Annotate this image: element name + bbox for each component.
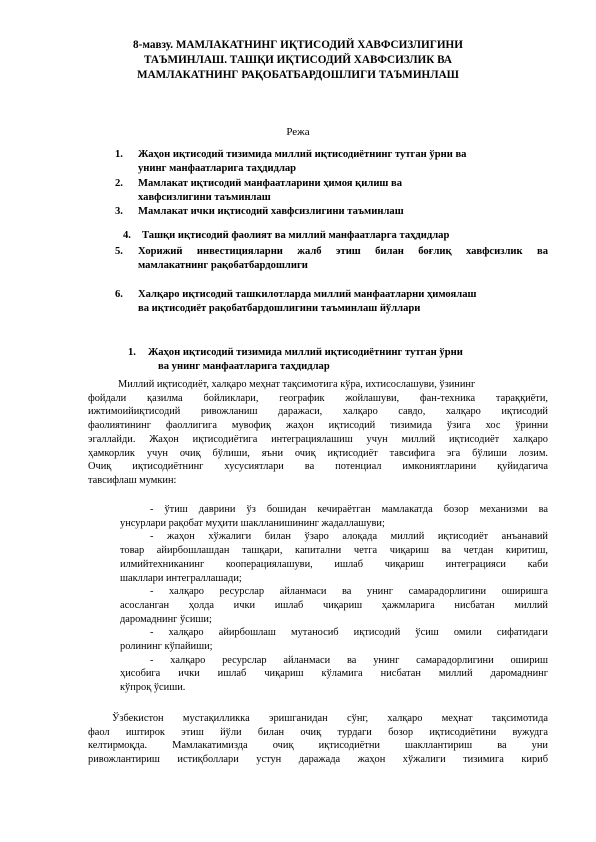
title-line: ТАЪМИНЛАШ. ТАШҚИ ИҚТИСОДИЙ ХАВФСИЗЛИК ВА	[144, 54, 452, 66]
bullet-line: - халқаро ресурслар айланмаси ва унинг самарадорлигини ошириш	[150, 654, 548, 666]
plan-item-text: Халқаро иқтисодий ташкилотларда миллий манфаатларни ҳимоялаш	[138, 289, 477, 300]
paragraph-line: эгаллайди. Жаҳон иқтисодиётига интеграциялашиш учун миллий иқтисодиёт халқаро	[88, 433, 548, 445]
bullet-line: - халқаро ресурслар айланмаси ва унинг самарадорлигини оширишга	[150, 586, 548, 598]
plan-item-text: унинг манфаатларига таҳдидлар	[138, 162, 297, 174]
plan-item-number: 1.	[115, 149, 123, 160]
document-title	[0, 38, 596, 83]
paragraph-line: ижтимоийиқтисодий ривожланиш даражаси, халқаро савдо, халқаро иқтисодий	[88, 406, 548, 418]
bullet-line: илмийтехниканинг кооперациялашуви, ишлаб чиқариш интеграцияси каби	[120, 558, 548, 570]
plan-item-number: 6.	[115, 289, 123, 300]
section-heading-line: Жаҳон иқтисодий тизимида миллий иқтисодиётнинг тутган ўрни	[148, 347, 463, 358]
bullet-line: унсурлари рақобат муҳити шаклланишининг жадаллашуви;	[120, 517, 385, 529]
plan-item-number: 3.	[115, 206, 123, 217]
plan-item-number: 4.	[123, 230, 131, 241]
bullet-item	[120, 654, 548, 695]
bullet-line: даромаднинг ўсиши;	[120, 613, 212, 625]
plan-label: Режа	[286, 126, 310, 138]
plan-item-text: Жаҳон иқтисодий тизимида миллий иқтисодиётнинг тутган ўрни ва	[138, 149, 467, 160]
bullet-line: - жаҳон хўжалиги билан ўзаро алоқада миллий иқтисодиёт анъанавий	[150, 531, 548, 543]
plan-item-text: Хорижий инвестицияларни жалб этиш билан боғлиқ хавфсизлик ва	[138, 246, 548, 257]
plan-item-text: Мамлакат иқтисодий манфаатларини ҳимоя қилиш ва	[138, 178, 403, 189]
plan-item-text: ва иқтисодиёт рақобатбардошлигини таъминлаш йўллари	[138, 302, 421, 314]
paragraph-line: фаол иштирок этиш йўли билан очиқ турдаги бозор иқтисодиётини вужудга	[88, 726, 548, 738]
section-heading-number: 1.	[128, 347, 136, 358]
paragraph-2	[88, 712, 548, 767]
bullet-line: кўпроқ ўсиши.	[120, 682, 186, 694]
paragraph-line: Миллий иқтисодиёт, халқаро меҳнат тақсимотига кўра, ихтисослашуви, ўзининг	[118, 379, 476, 390]
bullet-item	[120, 530, 548, 585]
plan-item-number: 2.	[115, 178, 123, 189]
plan-item-text: мамлакатнинг рақобатбардошлиги	[138, 259, 308, 271]
bullet-item	[120, 626, 548, 653]
paragraph-line: Очиқ иқтисодиётнинг хусусиятлари ва потенциал имкониятларини қуйидагича	[88, 461, 548, 473]
paragraph-line: фаолиятининг фаоллигига мувофиқ жаҳон иқтисодий тизимида ўзига хос ўринни	[88, 420, 548, 432]
bullet-line: товар айирбошлашдан ташқари, капитални четга чиқариш ва четдан киритиш,	[120, 545, 548, 557]
bullet-line: - халқаро айирбошлаш мутаносиб иқтисодий ўсиш омили сифатидаги	[150, 627, 548, 639]
paragraph-line: ҳамкорлик учун очиқ бўлиши, яъни очиқ иқтисодиёт тавсифига эга бўлиши лозим.	[88, 447, 548, 459]
paragraph-line: Ўзбекистон мустақилликка эришганидан сўнг, халқаро меҳнат тақсимотида	[112, 713, 548, 724]
paragraph-line: фойдали қазилма бойликлари, географик жойлашуви, фан-техника тараққиёти,	[88, 392, 548, 404]
bullet-line: ролининг кўпайиши;	[120, 641, 213, 653]
section-heading-line: ва унинг манфаатларига таҳдидлар	[158, 360, 330, 372]
paragraph-1	[88, 378, 548, 488]
paragraph-line: келтирмоқда. Мамлакатимизда очиқ иқтисодиётни шакллантириш ва уни	[88, 740, 548, 752]
plan-item-text: Мамлакат ички иқтисодий хавфсизлигини таъминлаш	[138, 206, 404, 217]
paragraph-line: ривожлантириш истиқболлари устун даражада жаҳон хўжалиги тизимига кириб	[88, 754, 548, 766]
bullet-item	[120, 585, 548, 626]
plan-item-text: хавфсизлигини таъминлаш	[138, 191, 271, 203]
bullet-item	[120, 503, 548, 530]
title-line: МАМЛАКАТНИНГ РАҚОБАТБАРДОШЛИГИ ТАЪМИНЛАШ	[137, 69, 459, 81]
paragraph-line: тавсифлаш мумкин:	[88, 474, 177, 486]
bullet-line: - ўтиш даврини ўз бошидан кечираётган мамлакатда бозор механизми ва	[150, 504, 548, 515]
bullet-line: асосланган ҳолда ички ишлаб чиқариш ҳажмларига нисбатан миллий	[120, 599, 548, 611]
bullet-line: шакллари интеграллашади;	[120, 572, 242, 584]
title-line: 8-мавзу. МАМЛАКАТНИНГ ИҚТИСОДИЙ ХАВФСИЗЛИГИНИ	[133, 39, 463, 51]
bullet-list	[120, 503, 548, 695]
plan-item-text: Ташқи иқтисодий фаолият ва миллий манфаатларга таҳдидлар	[142, 230, 450, 241]
plan-item-number: 5.	[115, 246, 123, 257]
bullet-line: ҳисобига ички ишлаб чиқариш кўламига нисбатан миллий даромаднинг	[120, 668, 548, 680]
